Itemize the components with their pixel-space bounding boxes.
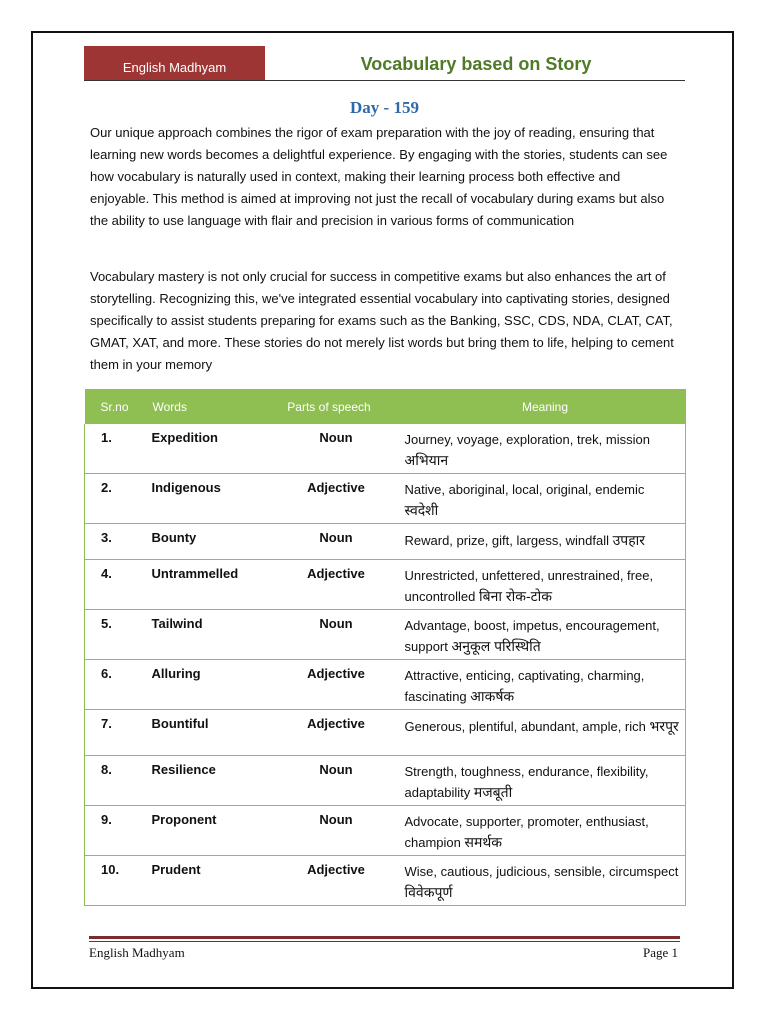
hindi-meaning: मजबूती (473, 784, 513, 800)
word: Alluring (148, 660, 268, 710)
meaning-cell (405, 806, 686, 856)
word: Prudent (148, 856, 268, 906)
hindi-meaning: उपहार (612, 532, 646, 548)
header-meaning: Meaning (405, 389, 686, 424)
word: Proponent (148, 806, 268, 856)
meaning-cell (405, 560, 686, 610)
meaning-cell (405, 710, 686, 756)
hindi-meaning: विवेकपूर्ण (404, 884, 453, 900)
intro-paragraph-1: Our unique approach combines the rigor of exam preparation with the joy of reading, ensuring that learning new words becomes a delightful experience. By engaging with the stories, students can see how vocabulary is naturally used in context, making their learning process both effective and enjoyable. This method is aimed at improving not just the recall of vocabulary during exams but also the ability to use language with flair and precision in various forms of communication (90, 125, 668, 228)
word: Untrammelled (148, 560, 268, 610)
part-of-speech: Noun (268, 524, 405, 560)
meaning-text: Unrestricted, unfettered, unrestrained, free, uncontrolled (404, 568, 654, 604)
hindi-meaning: स्वदेशी (404, 502, 439, 518)
page-number: Page 1 (642, 945, 678, 960)
sr-number: 5. (85, 610, 148, 660)
header-srno: Sr.no (85, 389, 148, 424)
table-row (85, 710, 686, 756)
meaning-cell (405, 856, 686, 906)
hindi-meaning: अनुकूल परिस्थिति (451, 638, 541, 654)
table-row (85, 856, 686, 906)
day-title: Day - 159 (350, 98, 419, 117)
hindi-meaning: भरपूर (649, 718, 679, 734)
table-row (85, 424, 686, 474)
part-of-speech: Adjective (268, 660, 405, 710)
word: Bountiful (148, 710, 268, 756)
header-divider (84, 80, 685, 81)
meaning-cell (405, 474, 686, 524)
meaning-text: Strength, toughness, endurance, flexibility, adaptability (404, 764, 649, 800)
sr-number: 2. (85, 474, 148, 524)
word: Expedition (148, 424, 268, 474)
part-of-speech: Noun (268, 424, 405, 474)
meaning-cell (405, 524, 686, 560)
meaning-text: Reward, prize, gift, largess, windfall (404, 533, 609, 548)
meaning-text: Wise, cautious, judicious, sensible, circumspect (404, 864, 679, 879)
meaning-cell (405, 610, 686, 660)
meaning-cell (405, 424, 686, 474)
table-row (85, 610, 686, 660)
table-row (85, 474, 686, 524)
footer-brand: English Madhyam (89, 945, 185, 960)
hindi-meaning: आकर्षक (470, 688, 515, 704)
word: Indigenous (148, 474, 268, 524)
hindi-meaning: बिना रोक-टोक (478, 588, 553, 604)
table-row (85, 560, 686, 610)
meaning-text: Advantage, boost, impetus, encouragement, support (404, 618, 660, 654)
hindi-meaning: समर्थक (464, 834, 503, 850)
part-of-speech: Noun (268, 756, 405, 806)
meaning-text: Generous, plentiful, abundant, ample, rich (404, 719, 646, 734)
word: Resilience (148, 756, 268, 806)
meaning-text: Native, aboriginal, local, original, endemic (404, 482, 645, 497)
part-of-speech: Adjective (268, 474, 405, 524)
meaning-cell (405, 756, 686, 806)
sr-number: 6. (85, 660, 148, 710)
table-row (85, 756, 686, 806)
meaning-text: Attractive, enticing, captivating, charming, fascinating (404, 668, 645, 704)
header-parts-of-speech: Parts of speech (268, 389, 405, 424)
part-of-speech: Noun (268, 610, 405, 660)
vocabulary-table (84, 389, 686, 906)
meaning-text: Journey, voyage, exploration, trek, mission (404, 432, 650, 447)
table-row (85, 660, 686, 710)
footer-divider-thin (89, 941, 680, 942)
part-of-speech: Adjective (268, 560, 405, 610)
hindi-meaning: अभियान (404, 452, 449, 468)
meaning-cell (405, 660, 686, 710)
sr-number: 3. (85, 524, 148, 560)
part-of-speech: Adjective (268, 856, 405, 906)
header-words: Words (148, 389, 268, 424)
table-row (85, 524, 686, 560)
sr-number: 10. (85, 856, 148, 906)
meaning-text: Advocate, supporter, promoter, enthusiast, champion (404, 814, 649, 850)
word: Tailwind (148, 610, 268, 660)
header-title: Vocabulary based on Story (360, 54, 592, 74)
word: Bounty (148, 524, 268, 560)
sr-number: 1. (85, 424, 148, 474)
page-header (84, 46, 685, 81)
part-of-speech: Noun (268, 806, 405, 856)
table-header-row (85, 389, 686, 424)
sr-number: 4. (85, 560, 148, 610)
table-row (85, 806, 686, 856)
part-of-speech: Adjective (268, 710, 405, 756)
header-tab: English Madhyam (84, 46, 265, 80)
sr-number: 9. (85, 806, 148, 856)
footer-divider (89, 936, 680, 939)
sr-number: 8. (85, 756, 148, 806)
sr-number: 7. (85, 710, 148, 756)
intro-paragraph-2: Vocabulary mastery is not only crucial for success in competitive exams but also enhances the art of storytelling. Recognizing this, we've integrated essential vocabulary into captivating stories, designed specifically to assist students preparing for exams such as the Banking, SSC, CDS, NDA, CLAT, CAT, GMAT, XAT, and more. These stories do not merely list words but bring them to life, helping to cement them in your memory (90, 269, 674, 372)
